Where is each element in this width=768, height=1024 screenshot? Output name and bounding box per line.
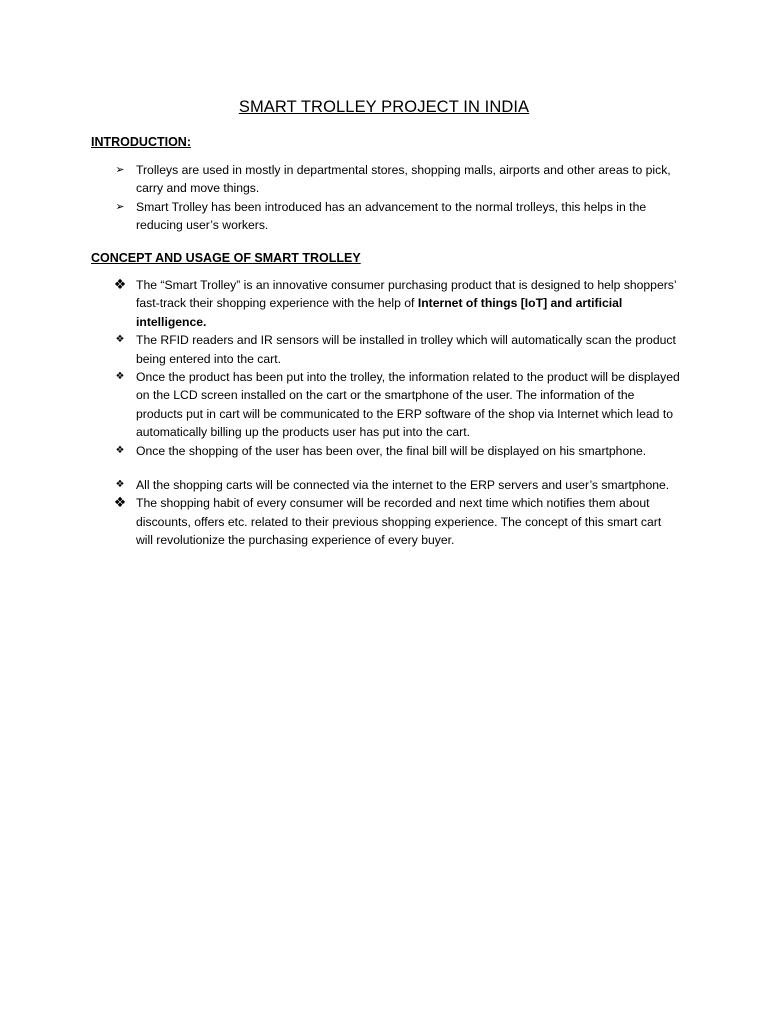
list-item-text: The RFID readers and IR sensors will be installed in trolley which will automatically scan the product being entered into the cart.	[136, 333, 676, 366]
list-item	[0, 494, 768, 549]
diamond-small-icon: ❖	[115, 334, 125, 346]
list-item-text: All the shopping carts will be connected via the internet to the ERP servers and user’s smartphone.	[136, 478, 670, 493]
list-item-text: The “Smart Trolley” is an innovative consumer purchasing product that is designed to help shoppers’ fast-track their shopping experience with the help of	[136, 278, 677, 311]
list-item-bold-text: Internet of things [IoT] and artificial intelligence.	[136, 296, 623, 329]
diamond-small-icon: ❖	[115, 444, 125, 456]
list-item-text: The shopping habit of every consumer will be recorded and next time which notifies them about discounts, offers etc. related to their previous shopping experience. The concept of this smart cart will revolutionize the purchasing experience of every buyer.	[136, 496, 662, 548]
diamond-icon: ❖	[113, 277, 127, 293]
introduction-list	[0, 161, 768, 235]
list-item-text: Trolleys are used in mostly in departmental stores, shopping malls, airports and other areas to pick, carry and move things.	[136, 163, 671, 196]
list-item	[0, 276, 768, 331]
list-item	[0, 161, 768, 198]
list-item	[0, 476, 768, 494]
list-item	[0, 198, 768, 235]
list-item	[0, 442, 768, 460]
diamond-small-icon: ❖	[115, 479, 125, 491]
section-heading-introduction: INTRODUCTION:	[91, 135, 191, 149]
list-item	[0, 368, 768, 442]
concept-list	[0, 276, 768, 550]
list-item-text: Once the product has been put into the trolley, the information related to the product will be displayed on the LCD screen installed on the cart or the smartphone of the user. The information of the products put in cart will be communicated to the ERP software of the shop via Internet which lead to automatically billing up the products user has put into the cart.	[136, 370, 680, 440]
diamond-icon: ❖	[113, 495, 127, 512]
list-item	[0, 331, 768, 368]
section-heading-concept: CONCEPT AND USAGE OF SMART TROLLEY	[91, 251, 361, 265]
page-title: SMART TROLLEY PROJECT IN INDIA	[238, 98, 530, 116]
list-item-text: Once the shopping of the user has been over, the final bill will be displayed on his smartphone.	[136, 443, 647, 458]
arrow-icon: ➢	[115, 199, 125, 213]
arrow-icon: ➢	[115, 163, 125, 176]
diamond-small-icon: ❖	[115, 371, 125, 383]
list-item-text: Smart Trolley has been introduced has an advancement to the normal trolleys, this helps in the reducing user’s workers.	[136, 199, 647, 233]
